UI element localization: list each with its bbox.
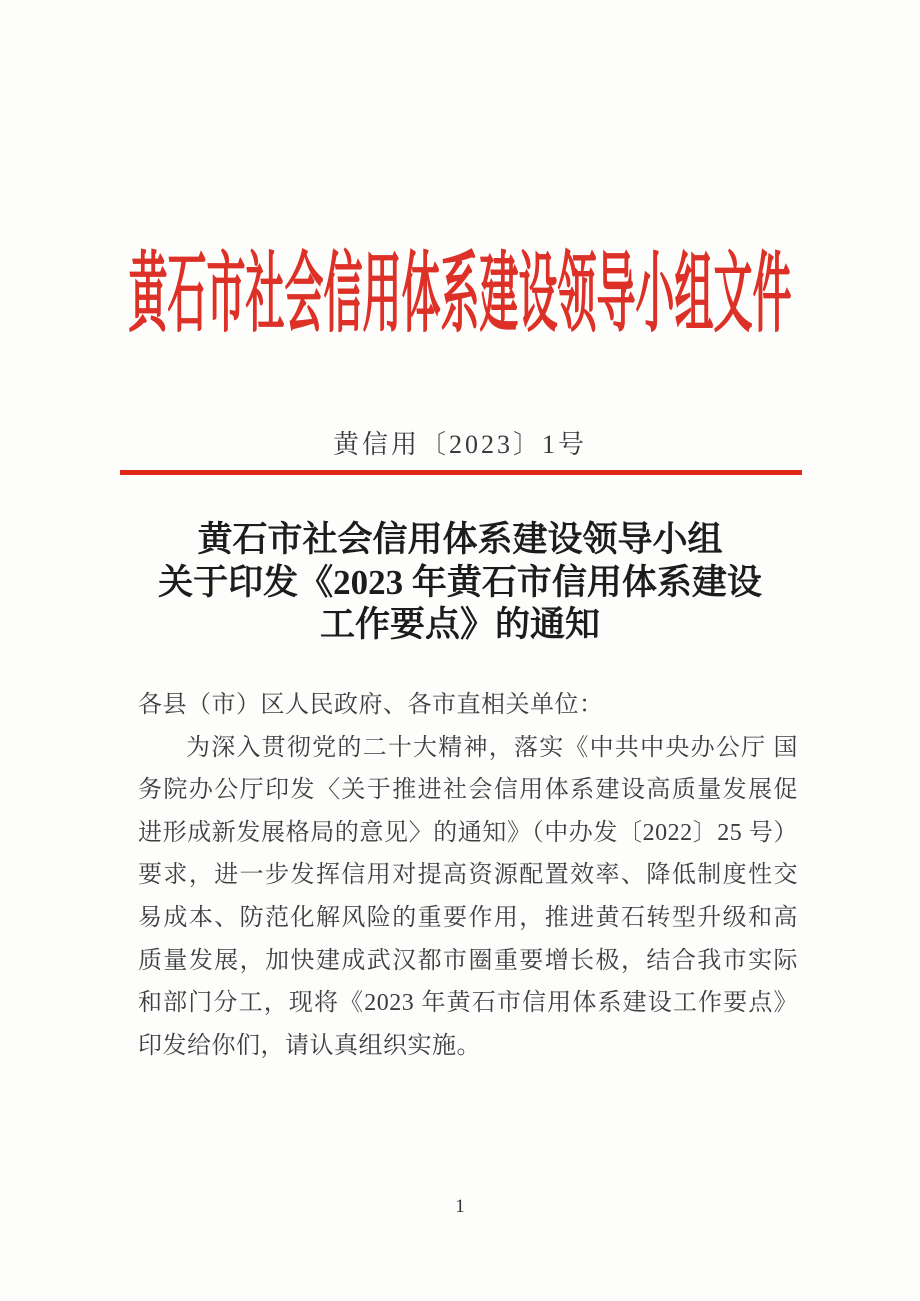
salutation-line: 各县（市）区人民政府、各市直相关单位： xyxy=(138,692,604,718)
body-text-line: 质量发展，加快建成武汉都市圈重要增长极，结合我市实际 xyxy=(138,947,798,974)
body-text-line: 要求，进一步发挥信用对提高资源配置效率、降低制度性交 xyxy=(138,862,798,889)
document-body xyxy=(138,684,798,1067)
red-header-title: 黄石市社会信用体系建设领导小组文件 xyxy=(128,247,792,344)
document-title-line: 黄石市社会信用体系建设领导小组 xyxy=(197,520,723,559)
body-text-line: 易成本、防范化解风险的重要作用，推进黄石转型升级和高 xyxy=(138,904,798,931)
body-text-line: 印发给你们，请认真组织实施。 xyxy=(138,1032,481,1059)
body-text-line: 务院办公厅印发〈关于推进社会信用体系建设高质量发展促 xyxy=(138,777,798,804)
document-number: 黄信用〔2023〕1号 xyxy=(332,430,587,459)
document-title-line: 工作要点》的通知 xyxy=(319,605,600,644)
body-text-line: 进形成新发展格局的意见〉的通知》（中办发〔2022〕25 号） xyxy=(138,819,798,846)
body-text-line: 和部门分工，现将《2023 年黄石市信用体系建设工作要点》 xyxy=(138,990,798,1017)
page-number: 1 xyxy=(455,1196,465,1217)
body-paragraph xyxy=(138,727,798,1068)
red-divider-line xyxy=(120,470,802,475)
document-title xyxy=(0,519,920,647)
body-text-line: 为深入贯彻党的二十大精神，落实《中共中央办公厅 国 xyxy=(186,734,798,761)
document-title-line: 关于印发《2023 年黄石市信用体系建设 xyxy=(158,562,762,602)
